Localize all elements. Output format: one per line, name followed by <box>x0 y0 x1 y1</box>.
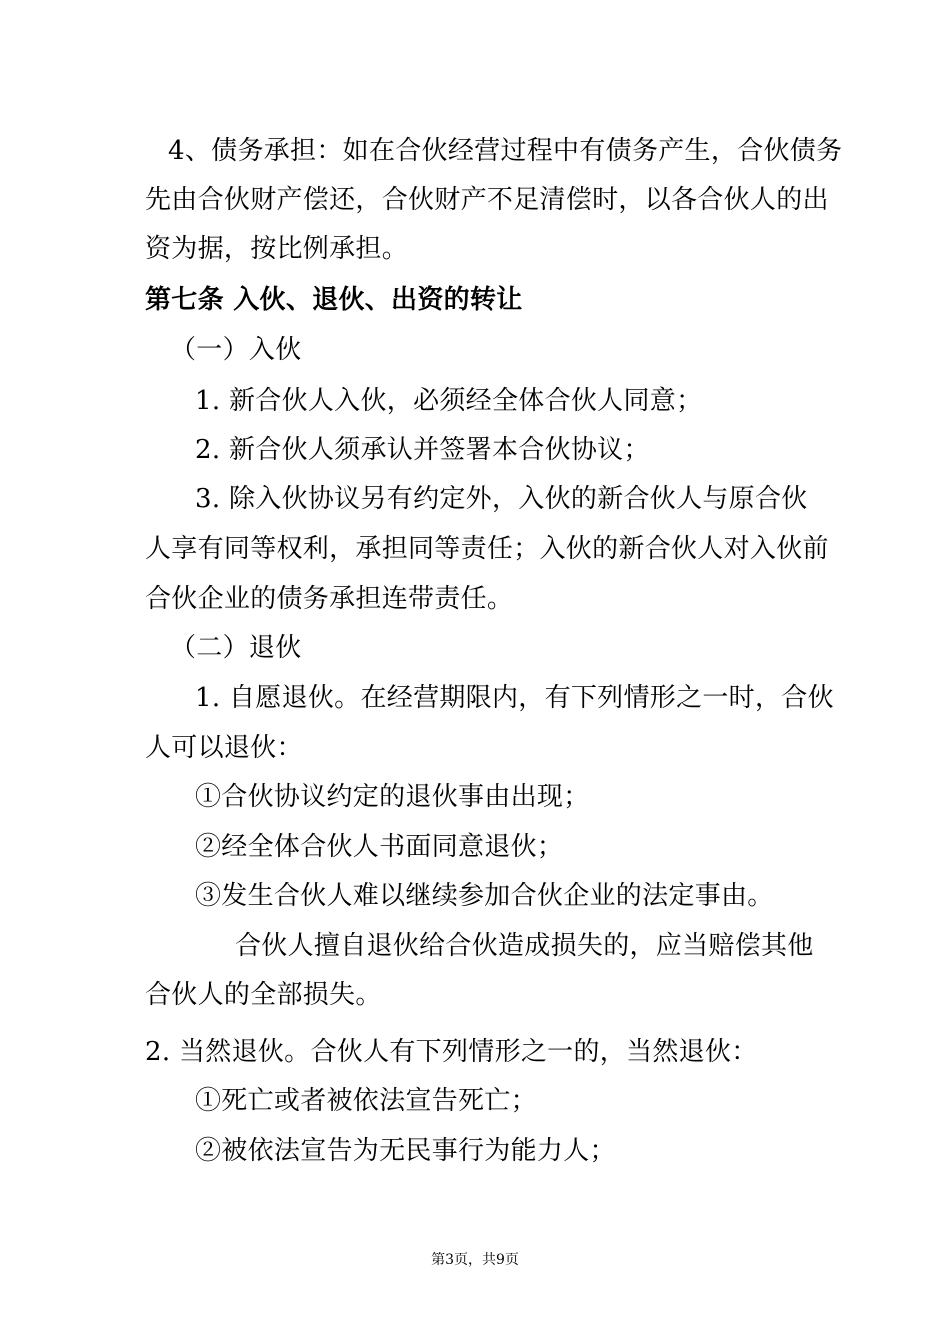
section1-item-3-cont-2: 合伙企业的债务承担连带责任。 <box>145 584 514 614</box>
item4-line-2: 先由合伙财产偿还，合伙财产不足清偿时，以各合伙人的出 <box>145 185 829 215</box>
item4-line-1: 4、债务承担：如在合伙经营过程中有债务产生，合伙债务 <box>168 136 843 166</box>
section2-item2-sub-1: ①死亡或者被依法宣告死亡； <box>195 1086 537 1116</box>
section2-item1-sub-1: ①合伙协议约定的退伙事由出现； <box>195 782 590 812</box>
section2-item1-line-2: 人可以退伙： <box>145 733 303 763</box>
section2-note-line-1: 合伙人擅自退伙给合伙造成损失的，应当赔偿其他 <box>235 931 814 961</box>
section2-note-line-2: 合伙人的全部损失。 <box>145 980 382 1010</box>
section1-item-2: 2. 新合伙人须承认并签署本合伙协议； <box>195 435 650 465</box>
section2-item1-sub-2: ②经全体合伙人书面同意退伙； <box>195 832 564 862</box>
section2-item2-sub-2: ②被依法宣告为无民事行为能力人； <box>195 1136 616 1166</box>
item4-line-3: 资为据，按比例承担。 <box>145 234 409 264</box>
section2-title: （二）退伙 <box>170 633 302 663</box>
section1-title: （一）入伙 <box>170 335 302 365</box>
article7-heading: 第七条 入伙、退伙、出资的转让 <box>145 285 523 315</box>
section2-item2-line-1: 2. 当然退伙。合伙人有下列情形之一的，当然退伙： <box>145 1037 758 1067</box>
section1-item-1: 1. 新合伙人入伙，必须经全体合伙人同意； <box>195 386 703 416</box>
section1-item-3-cont-1: 人享有同等权利，承担同等责任；入伙的新合伙人对入伙前 <box>145 534 829 564</box>
page-number-footer: 第3页，共9页 <box>431 1252 519 1268</box>
section1-item-3: 3. 除入伙协议另有约定外，入伙的新合伙人与原合伙 <box>195 484 808 514</box>
section2-item1-line-1: 1. 自愿退伙。在经营期限内，有下列情形之一时，合伙 <box>195 683 834 713</box>
section2-item1-sub-3: ③发生合伙人难以继续参加合伙企业的法定事由。 <box>195 881 774 911</box>
